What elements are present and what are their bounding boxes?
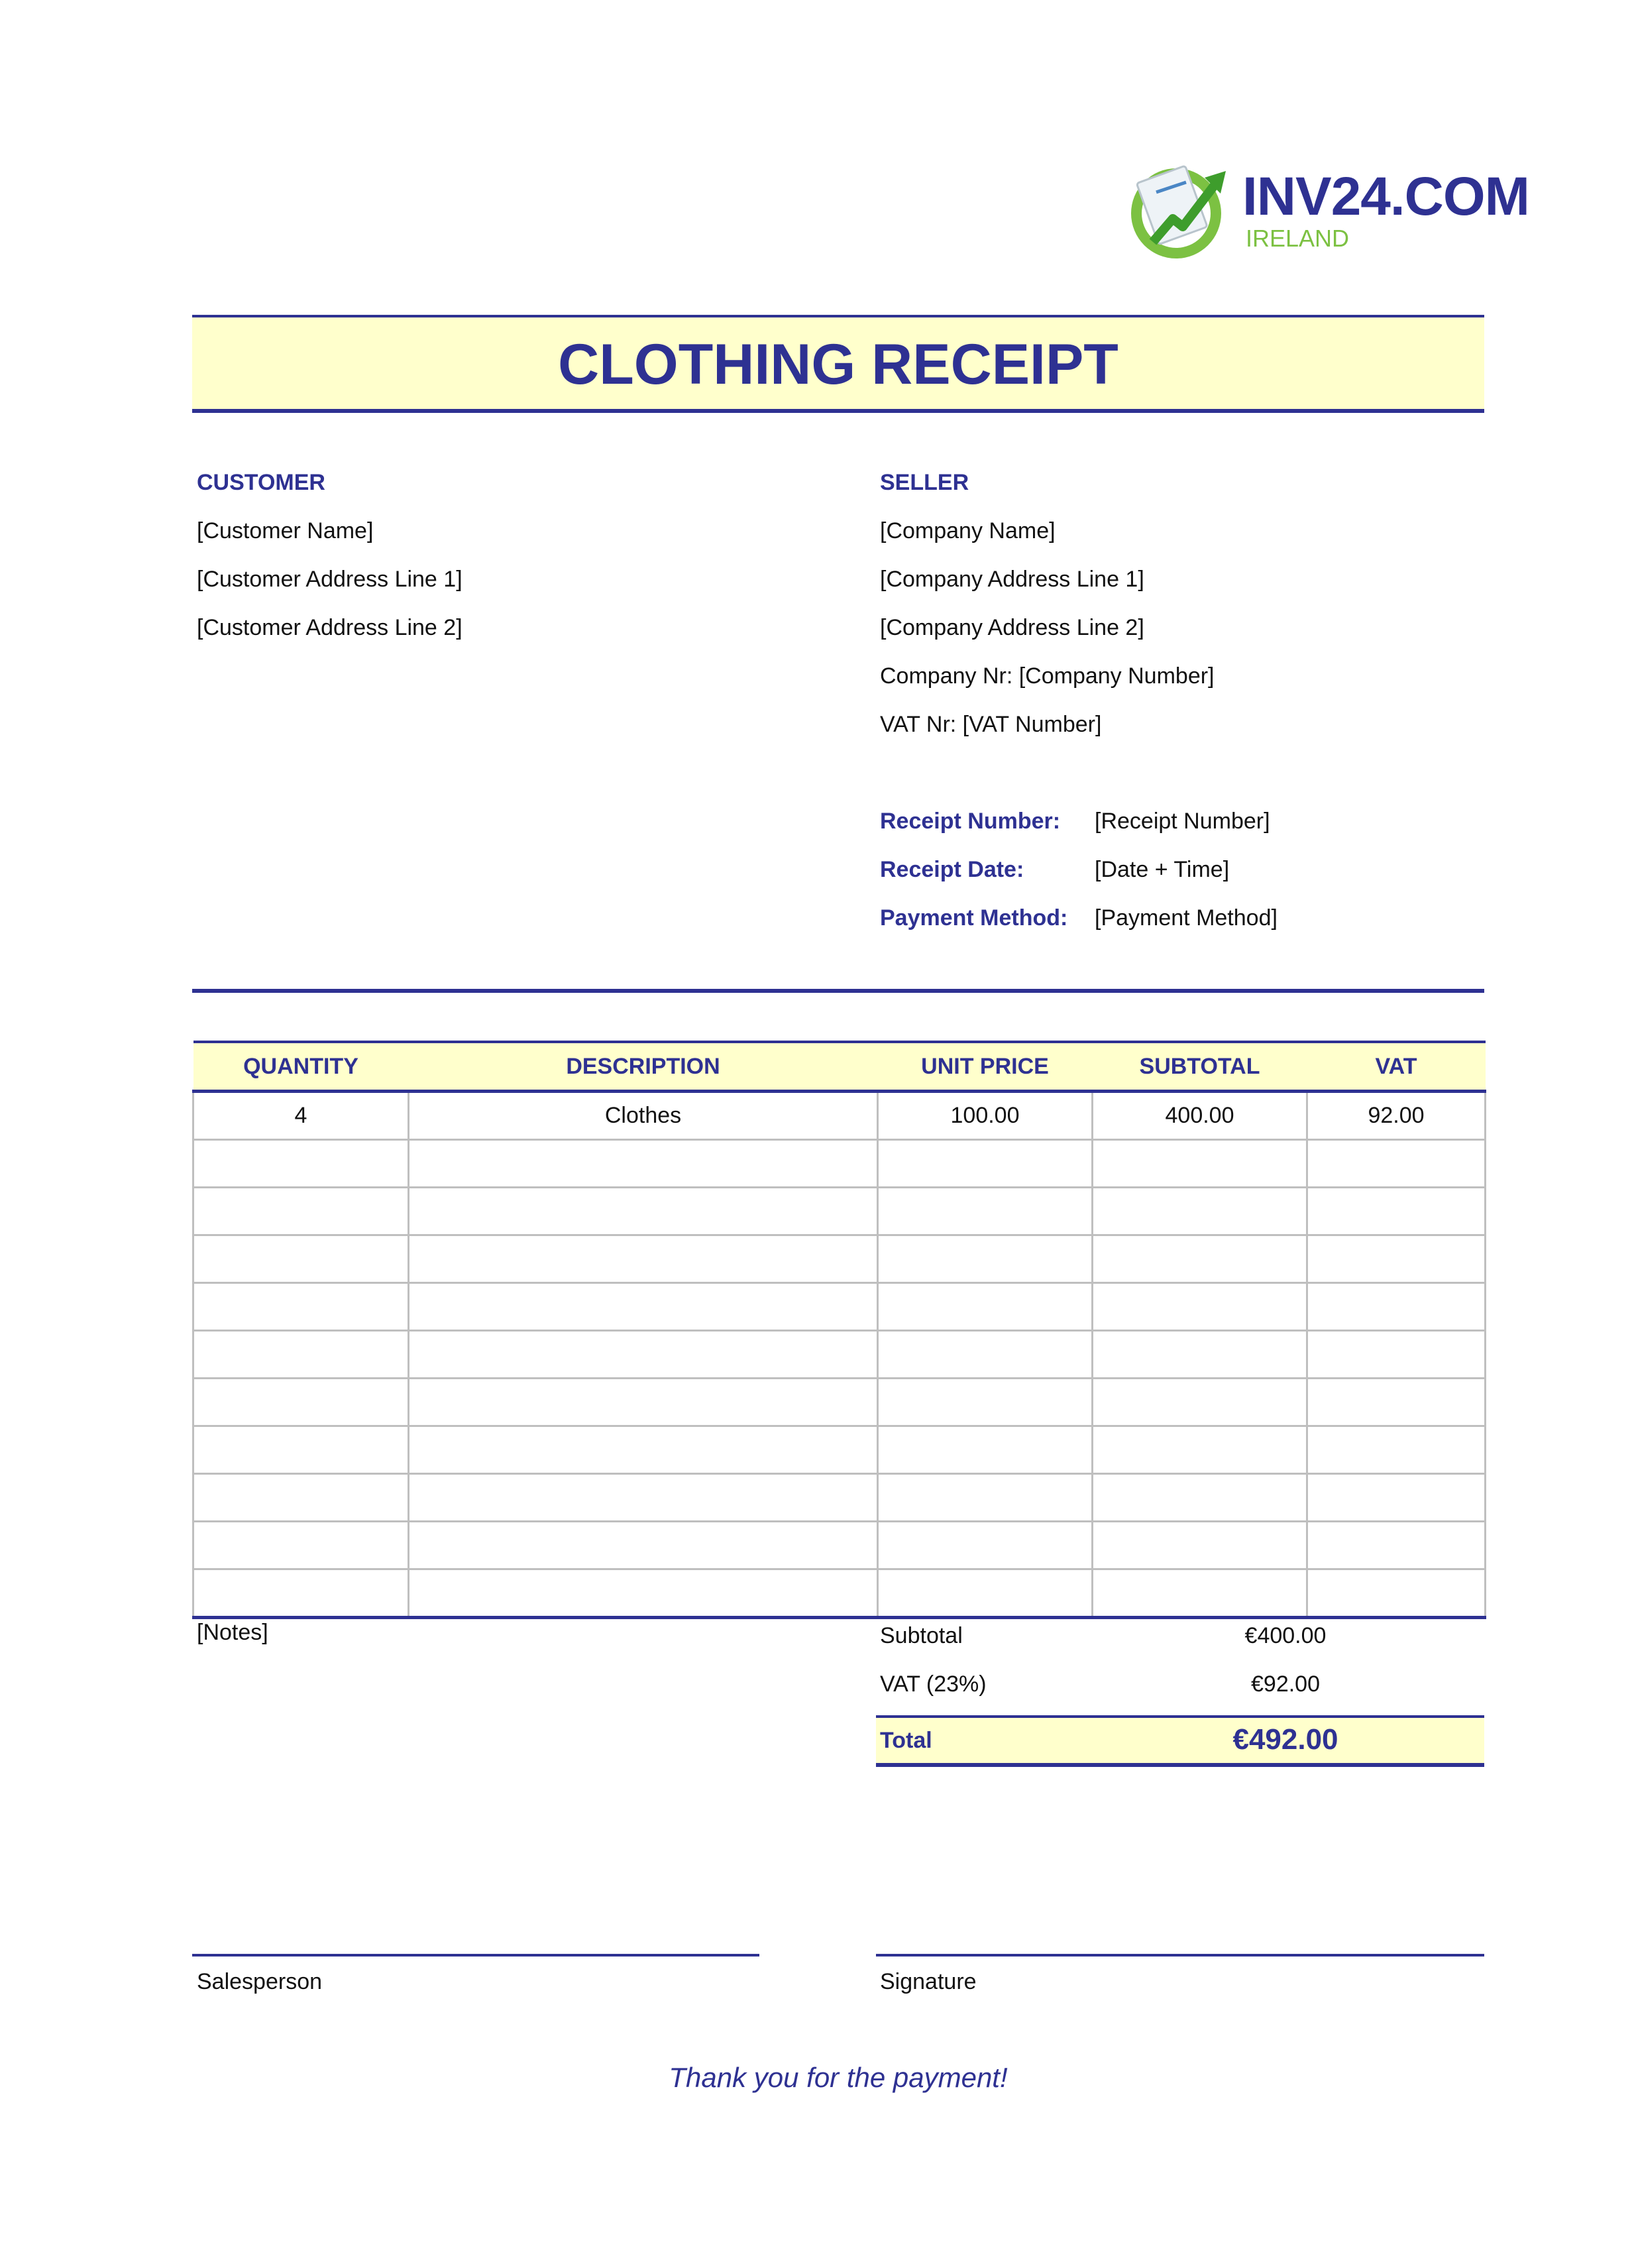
cell-vat [1307,1569,1486,1618]
cell-vat [1307,1331,1486,1379]
cell-vat [1307,1140,1486,1188]
table-row [193,1522,1486,1569]
signature-label: Signature [880,1969,977,1994]
notes: [Notes] [197,1620,268,1645]
cell-description [409,1474,878,1522]
vat-value: €92.00 [1251,1672,1320,1697]
salesperson-label: Salesperson [197,1969,323,1994]
cell-description [409,1522,878,1569]
cell-unit-price [878,1379,1093,1426]
subtotal-label: Subtotal [880,1623,963,1648]
cell-vat [1307,1522,1486,1569]
header-description: DESCRIPTION [409,1042,878,1092]
payment-method-label: Payment Method: [880,905,1068,931]
cell-subtotal [1093,1331,1307,1379]
cell-vat [1307,1474,1486,1522]
cell-description [409,1426,878,1474]
subtotal-value: €400.00 [1244,1623,1327,1648]
receipt-date-label: Receipt Date: [880,857,1024,882]
cell-subtotal [1093,1522,1307,1569]
cell-description [409,1140,878,1188]
cell-vat [1307,1426,1486,1474]
growth-arrow-icon [1126,152,1239,265]
seller-address-1: [Company Address Line 1] [880,567,1144,592]
header-vat: VAT [1307,1042,1486,1092]
cell-quantity [193,1140,409,1188]
header-subtotal: SUBTOTAL [1093,1042,1307,1092]
cell-quantity [193,1569,409,1618]
header-unit-price: UNIT PRICE [878,1042,1093,1092]
total-value: €492.00 [1232,1723,1338,1756]
total-label: Total [880,1728,932,1753]
payment-method-value: [Payment Method] [1095,905,1278,931]
cell-subtotal [1093,1379,1307,1426]
receipt-number-label: Receipt Number: [880,809,1061,834]
cell-subtotal [1093,1283,1307,1331]
customer-address-1: [Customer Address Line 1] [197,567,463,592]
table-row [193,1331,1486,1379]
cell-unit-price [878,1140,1093,1188]
seller-heading: SELLER [880,470,969,495]
cell-description [409,1379,878,1426]
cell-vat [1307,1379,1486,1426]
section-divider [192,989,1484,993]
receipt-number-value: [Receipt Number] [1095,809,1270,834]
table-row [193,1235,1486,1283]
cell-quantity [193,1188,409,1235]
cell-vat [1307,1283,1486,1331]
page-title: CLOTHING RECEIPT [558,333,1118,396]
table-row [193,1426,1486,1474]
cell-quantity: 4 [193,1092,409,1140]
cell-unit-price [878,1474,1093,1522]
cell-description [409,1188,878,1235]
thank-you-message: Thank you for the payment! [669,2062,1008,2093]
signature-line [876,1954,1484,1956]
seller-company-number: Company Nr: [Company Number] [880,663,1215,689]
cell-unit-price: 100.00 [878,1092,1093,1140]
header-quantity: QUANTITY [193,1042,409,1092]
cell-unit-price [878,1522,1093,1569]
cell-subtotal [1093,1474,1307,1522]
seller-name: [Company Name] [880,518,1056,543]
cell-unit-price [878,1283,1093,1331]
cell-unit-price [878,1235,1093,1283]
customer-name: [Customer Name] [197,518,374,543]
table-row [193,1379,1486,1426]
table-row [193,1140,1486,1188]
cell-unit-price [878,1569,1093,1618]
cell-subtotal: 400.00 [1093,1092,1307,1140]
cell-description: Clothes [409,1092,878,1140]
cell-description [409,1569,878,1618]
table-row [193,1283,1486,1331]
seller-address-2: [Company Address Line 2] [880,615,1144,640]
customer-heading: CUSTOMER [197,470,325,495]
logo-subtitle: IRELAND [1246,225,1350,252]
cell-description [409,1283,878,1331]
cell-vat [1307,1235,1486,1283]
cell-subtotal [1093,1426,1307,1474]
cell-description [409,1331,878,1379]
cell-subtotal [1093,1140,1307,1188]
salesperson-line [192,1954,759,1956]
cell-quantity [193,1522,409,1569]
cell-description [409,1235,878,1283]
receipt-date-value: [Date + Time] [1095,857,1230,882]
cell-vat [1307,1188,1486,1235]
items-table [192,1041,1486,1619]
vat-label: VAT (23%) [880,1672,987,1697]
cell-quantity [193,1379,409,1426]
cell-subtotal [1093,1569,1307,1618]
table-row [193,1569,1486,1618]
cell-quantity [193,1235,409,1283]
customer-address-2: [Customer Address Line 2] [197,615,463,640]
cell-quantity [193,1426,409,1474]
cell-quantity [193,1283,409,1331]
table-row [193,1474,1486,1522]
table-row [193,1092,1486,1140]
cell-quantity [193,1474,409,1522]
cell-vat: 92.00 [1307,1092,1486,1140]
cell-quantity [193,1331,409,1379]
cell-subtotal [1093,1235,1307,1283]
cell-unit-price [878,1331,1093,1379]
cell-unit-price [878,1426,1093,1474]
table-header-row [193,1042,1486,1092]
logo-name: INV24.COM [1242,166,1529,227]
seller-vat-number: VAT Nr: [VAT Number] [880,712,1102,737]
cell-subtotal [1093,1188,1307,1235]
table-row [193,1188,1486,1235]
cell-unit-price [878,1188,1093,1235]
